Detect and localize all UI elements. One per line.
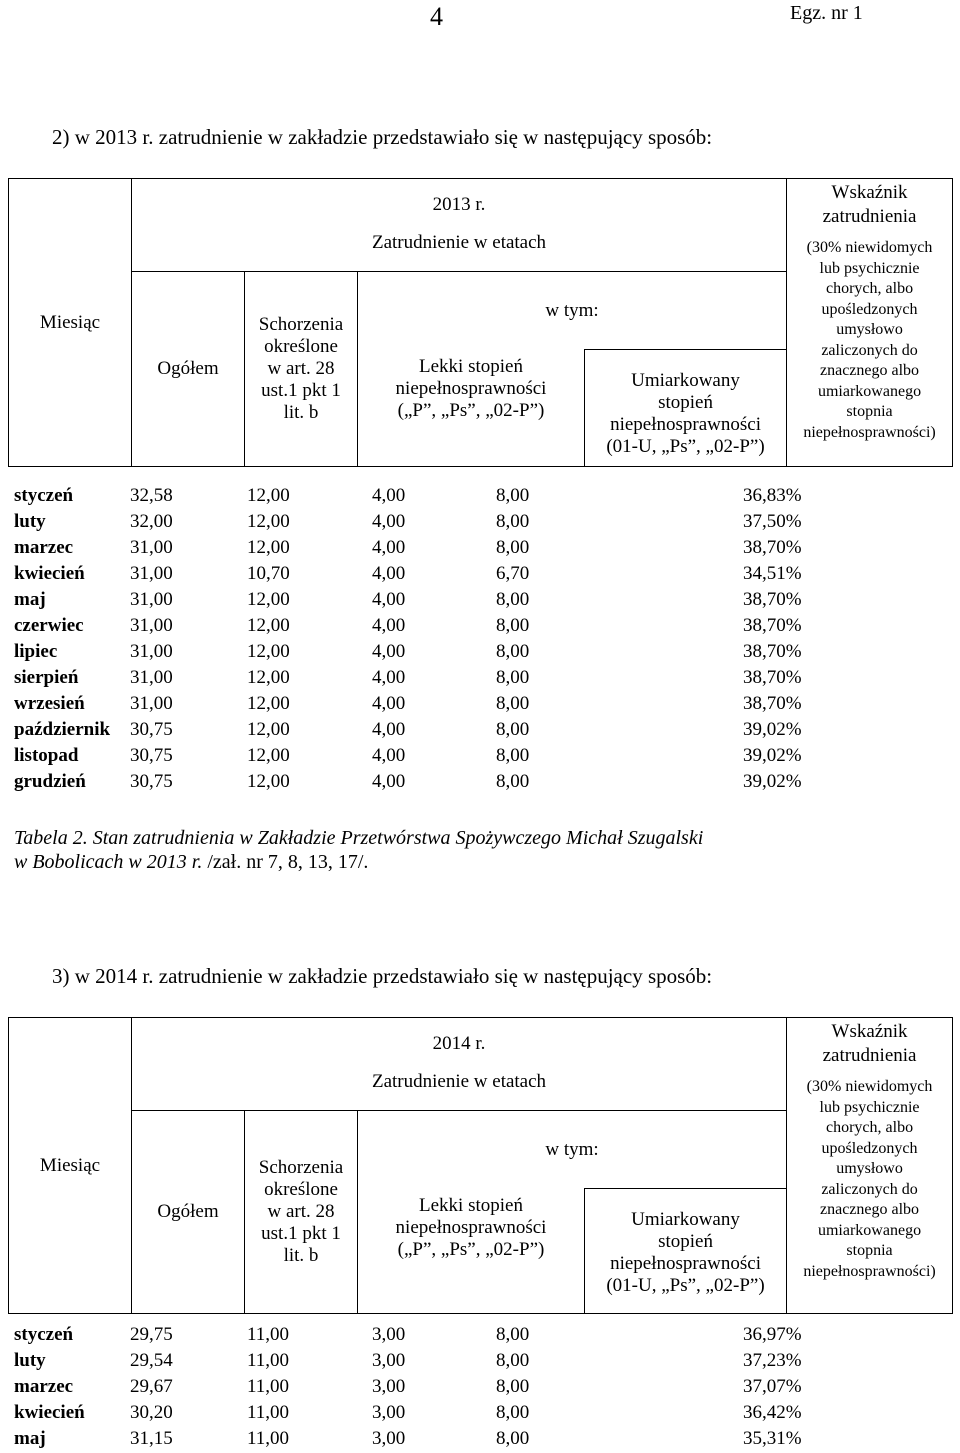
section-2013-heading: 2) w 2013 r. zatrudnienie w zakładzie przedstawiało się w następujący sposób: xyxy=(52,125,713,149)
diseases-cell: 12,00 xyxy=(247,745,290,766)
light-cell: 4,00 xyxy=(372,745,406,766)
light-cell: 3,00 xyxy=(372,1428,406,1449)
table-row xyxy=(14,691,876,717)
moderate-cell: 8,00 xyxy=(496,719,530,740)
text-line: upośledzonych xyxy=(821,1139,918,1157)
moderate-cell: 8,00 xyxy=(496,1376,530,1397)
diseases-cell: 12,00 xyxy=(247,771,290,792)
text-line: znacznego albo xyxy=(820,1201,920,1218)
moderate-cell: 6,70 xyxy=(496,563,530,584)
text-line: zatrudnienia xyxy=(822,206,917,227)
light-cell: 3,00 xyxy=(372,1350,406,1371)
indicator-note xyxy=(787,238,952,443)
text-line: Wskaźnik xyxy=(831,182,908,203)
text-line: lub psychicznie xyxy=(819,259,920,277)
moderate-cell: 8,00 xyxy=(496,1324,530,1345)
moderate-degree-header xyxy=(585,350,787,467)
text-line: lub psychicznie xyxy=(819,1098,920,1116)
text-line: (30% niewidomych xyxy=(806,1078,933,1095)
diseases-cell: 12,00 xyxy=(247,485,290,506)
text-line: lit. b xyxy=(283,402,319,423)
indicator-cell: 38,70% xyxy=(743,641,802,662)
including-header: w tym: xyxy=(358,1111,787,1189)
light-cell: 4,00 xyxy=(372,615,406,636)
light-cell: 4,00 xyxy=(372,563,406,584)
month-cell: kwiecień xyxy=(14,1402,85,1423)
text-line: („P”, „Ps”, „02-P”) xyxy=(397,1238,545,1260)
text-line: Lekki stopień xyxy=(419,1194,523,1216)
total-cell: 30,75 xyxy=(130,745,173,766)
total-cell: 32,58 xyxy=(130,485,173,506)
text-line: Umiarkowany xyxy=(631,370,740,391)
total-cell: 30,75 xyxy=(130,771,173,792)
moderate-cell: 8,00 xyxy=(496,1350,530,1371)
month-cell: maj xyxy=(14,1428,46,1449)
month-cell: kwiecień xyxy=(14,563,85,584)
including-header: w tym: xyxy=(358,272,787,350)
copy-number: Egz. nr 1 xyxy=(790,2,863,24)
employment-header: Zatrudnienie w etatach xyxy=(132,1071,787,1111)
indicator-cell: 37,23% xyxy=(743,1350,802,1371)
moderate-degree-header xyxy=(585,1189,787,1314)
total-cell: 29,54 xyxy=(130,1350,173,1371)
light-cell: 3,00 xyxy=(372,1324,406,1345)
table-row xyxy=(14,1348,876,1374)
moderate-cell: 8,00 xyxy=(496,537,530,558)
moderate-cell: 8,00 xyxy=(496,511,530,532)
moderate-cell: 8,00 xyxy=(496,693,530,714)
text-line: Umiarkowany xyxy=(631,1209,740,1230)
table-row xyxy=(14,717,876,743)
caption-line-2-italic: w Bobolicach w 2013 r. xyxy=(14,851,203,873)
month-cell: marzec xyxy=(14,537,74,558)
light-cell: 4,00 xyxy=(372,511,406,532)
diseases-cell: 10,70 xyxy=(247,563,290,584)
month-cell: maj xyxy=(14,589,46,610)
month-cell: luty xyxy=(14,1350,46,1371)
diseases-cell: 12,00 xyxy=(247,667,290,688)
table-row xyxy=(14,769,876,795)
table-row xyxy=(14,1322,876,1348)
table-row xyxy=(14,665,876,691)
table-2013-rows xyxy=(14,483,876,795)
text-line: zaliczonych do xyxy=(821,341,918,359)
indicator-header xyxy=(787,179,953,467)
year-header: 2014 r. xyxy=(132,1018,787,1071)
indicator-cell: 36,83% xyxy=(743,485,802,506)
text-line: w art. 28 xyxy=(267,1201,335,1222)
light-degree-header xyxy=(358,1189,585,1314)
table-2014-header xyxy=(8,1017,953,1314)
moderate-cell: 8,00 xyxy=(496,745,530,766)
text-line: niepełnosprawności xyxy=(395,377,547,399)
total-cell: 31,00 xyxy=(130,563,173,584)
total-cell: 29,75 xyxy=(130,1324,173,1345)
total-cell: 31,00 xyxy=(130,641,173,662)
text-line: umiarkowanego xyxy=(817,1221,922,1239)
light-cell: 4,00 xyxy=(372,667,406,688)
diseases-cell: 11,00 xyxy=(247,1428,290,1449)
total-cell: 31,00 xyxy=(130,589,173,610)
text-line: ust.1 pkt 1 xyxy=(261,380,341,401)
total-cell: 31,00 xyxy=(130,693,173,714)
page-number: 4 xyxy=(430,2,443,31)
text-line: umysłowo xyxy=(836,321,903,338)
indicator-cell: 38,70% xyxy=(743,537,802,558)
moderate-cell: 8,00 xyxy=(496,771,530,792)
caption-line-1: Tabela 2. Stan zatrudnienia w Zakładzie Przetwórstwa Spożywczego Michał Szugalski xyxy=(14,827,704,849)
table-row xyxy=(14,1374,876,1400)
light-cell: 4,00 xyxy=(372,485,406,506)
light-cell: 4,00 xyxy=(372,589,406,610)
month-cell: luty xyxy=(14,511,46,532)
total-cell: 31,00 xyxy=(130,537,173,558)
diseases-cell: 11,00 xyxy=(247,1402,290,1423)
caption-line-2 xyxy=(14,850,944,874)
text-line: lit. b xyxy=(283,1245,319,1266)
month-header: Miesiąc xyxy=(9,179,132,467)
month-cell: wrzesień xyxy=(14,693,85,714)
month-cell: czerwiec xyxy=(14,615,84,636)
indicator-cell: 36,97% xyxy=(743,1324,802,1345)
text-line: określone xyxy=(264,1179,338,1200)
text-line: niepełnosprawności xyxy=(610,1253,761,1274)
caption-line-2-plain: /zał. nr 7, 8, 13, 17/. xyxy=(202,851,369,873)
table-2013-caption xyxy=(14,826,944,874)
diseases-cell: 11,00 xyxy=(247,1324,290,1345)
table-row xyxy=(14,639,876,665)
table-row xyxy=(14,613,876,639)
light-degree-header xyxy=(358,350,585,467)
month-cell: październik xyxy=(14,719,111,740)
indicator-header xyxy=(787,1018,953,1314)
text-line: umysłowo xyxy=(836,1160,903,1177)
month-cell: sierpień xyxy=(14,667,79,688)
text-line: umiarkowanego xyxy=(817,382,922,400)
total-header: Ogółem xyxy=(132,1111,245,1314)
diseases-cell: 12,00 xyxy=(247,693,290,714)
text-line: określone xyxy=(264,336,338,357)
moderate-cell: 8,00 xyxy=(496,1428,530,1449)
total-cell: 30,20 xyxy=(130,1402,173,1423)
text-line: stopnia xyxy=(846,403,893,420)
total-header: Ogółem xyxy=(132,272,245,467)
text-line: chorych, albo xyxy=(825,280,914,297)
indicator-cell: 38,70% xyxy=(743,693,802,714)
diseases-header xyxy=(245,272,358,467)
table-row xyxy=(14,1400,876,1426)
indicator-cell: 37,50% xyxy=(743,511,802,532)
diseases-cell: 12,00 xyxy=(247,537,290,558)
diseases-cell: 12,00 xyxy=(247,641,290,662)
indicator-title xyxy=(787,179,952,229)
light-cell: 4,00 xyxy=(372,693,406,714)
total-cell: 31,00 xyxy=(130,615,173,636)
text-line: niepełnosprawności) xyxy=(803,1262,936,1280)
diseases-cell: 11,00 xyxy=(247,1350,290,1371)
month-cell: lipiec xyxy=(14,641,58,662)
table-row xyxy=(14,587,876,613)
employment-header: Zatrudnienie w etatach xyxy=(132,232,787,272)
moderate-cell: 8,00 xyxy=(496,589,530,610)
indicator-cell: 34,51% xyxy=(743,563,802,584)
light-cell: 3,00 xyxy=(372,1402,406,1423)
indicator-cell: 35,31% xyxy=(743,1428,802,1449)
indicator-cell: 37,07% xyxy=(743,1376,802,1397)
light-cell: 4,00 xyxy=(372,537,406,558)
text-line: zatrudnienia xyxy=(822,1045,917,1066)
table-row xyxy=(14,1426,876,1452)
total-cell: 32,00 xyxy=(130,511,173,532)
indicator-title xyxy=(787,1018,952,1068)
indicator-cell: 39,02% xyxy=(743,745,802,766)
text-line: znacznego albo xyxy=(820,362,920,379)
diseases-header xyxy=(245,1111,358,1314)
diseases-cell: 12,00 xyxy=(247,589,290,610)
table-2013-header xyxy=(8,178,953,467)
month-cell: styczeń xyxy=(14,485,74,506)
text-line: ust.1 pkt 1 xyxy=(261,1223,341,1244)
total-cell: 29,67 xyxy=(130,1376,173,1397)
month-header: Miesiąc xyxy=(9,1018,132,1314)
diseases-cell: 11,00 xyxy=(247,1376,290,1397)
moderate-cell: 8,00 xyxy=(496,667,530,688)
indicator-cell: 39,02% xyxy=(743,771,802,792)
light-cell: 3,00 xyxy=(372,1376,406,1397)
text-line: (01-U, „Ps”, „02-P”) xyxy=(606,1275,765,1296)
text-line: („P”, „Ps”, „02-P”) xyxy=(397,399,545,421)
table-row xyxy=(14,561,876,587)
table-row xyxy=(14,509,876,535)
diseases-cell: 12,00 xyxy=(247,719,290,740)
section-2014-heading: 3) w 2014 r. zatrudnienie w zakładzie przedstawiało się w następujący sposób: xyxy=(52,964,713,988)
month-cell: listopad xyxy=(14,745,79,766)
text-line: (30% niewidomych xyxy=(806,239,933,256)
indicator-cell: 38,70% xyxy=(743,667,802,688)
indicator-cell: 38,70% xyxy=(743,615,802,636)
text-line: Lekki stopień xyxy=(419,355,523,377)
moderate-cell: 8,00 xyxy=(496,641,530,662)
table-2014-rows xyxy=(14,1322,876,1452)
text-line: Schorzenia xyxy=(258,314,344,335)
light-cell: 4,00 xyxy=(372,771,406,792)
indicator-note xyxy=(787,1077,952,1282)
moderate-cell: 8,00 xyxy=(496,1402,530,1423)
moderate-cell: 8,00 xyxy=(496,615,530,636)
text-line: w art. 28 xyxy=(267,358,335,379)
text-line: niepełnosprawności xyxy=(610,414,761,435)
table-row xyxy=(14,743,876,769)
indicator-cell: 39,02% xyxy=(743,719,802,740)
total-cell: 31,00 xyxy=(130,667,173,688)
text-line: niepełnosprawności) xyxy=(803,423,936,441)
text-line: stopnia xyxy=(846,1242,893,1259)
total-cell: 30,75 xyxy=(130,719,173,740)
text-line: zaliczonych do xyxy=(821,1180,918,1198)
text-line: upośledzonych xyxy=(821,300,918,318)
text-line: Wskaźnik xyxy=(831,1021,908,1042)
text-line: stopień xyxy=(658,1231,713,1252)
text-line: stopień xyxy=(658,392,713,413)
moderate-cell: 8,00 xyxy=(496,485,530,506)
table-row xyxy=(14,483,876,509)
indicator-cell: 36,42% xyxy=(743,1402,802,1423)
text-line: niepełnosprawności xyxy=(395,1216,547,1238)
month-cell: styczeń xyxy=(14,1324,74,1345)
light-cell: 4,00 xyxy=(372,641,406,662)
light-cell: 4,00 xyxy=(372,719,406,740)
text-line: chorych, albo xyxy=(825,1119,914,1136)
total-cell: 31,15 xyxy=(130,1428,173,1449)
table-row xyxy=(14,535,876,561)
diseases-cell: 12,00 xyxy=(247,615,290,636)
text-line: Schorzenia xyxy=(258,1157,344,1178)
year-header: 2013 r. xyxy=(132,179,787,232)
month-cell: grudzień xyxy=(14,771,86,792)
indicator-cell: 38,70% xyxy=(743,589,802,610)
text-line: (01-U, „Ps”, „02-P”) xyxy=(606,436,765,457)
diseases-cell: 12,00 xyxy=(247,511,290,532)
month-cell: marzec xyxy=(14,1376,74,1397)
